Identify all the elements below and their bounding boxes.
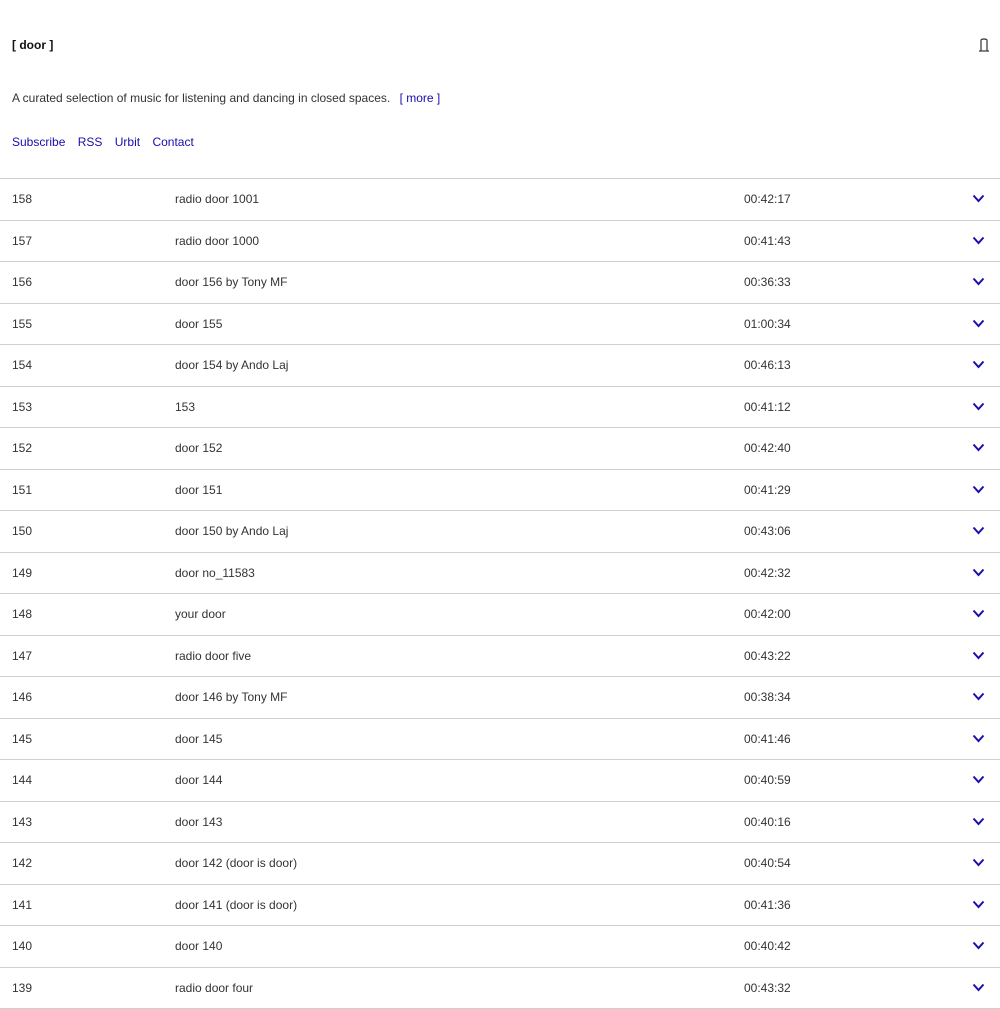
chevron-down-icon[interactable] [972,277,985,286]
episode-list [0,178,1000,1009]
chevron-down-icon[interactable] [972,692,985,701]
episode-number: 142 [12,856,32,870]
episode-title: door 152 [175,441,222,455]
episode-title: door 146 by Tony MF [175,690,288,704]
chevron-down-icon[interactable] [972,651,985,660]
episode-number: 140 [12,939,32,953]
episode-duration: 00:42:32 [744,566,791,580]
chevron-down-icon[interactable] [972,609,985,618]
episode-title: door 155 [175,317,222,331]
episode-row[interactable] [0,594,1000,636]
more-link[interactable]: [ more ] [400,91,441,105]
episode-row[interactable] [0,179,1000,221]
episode-row[interactable] [0,636,1000,678]
chevron-down-icon[interactable] [972,568,985,577]
chevron-down-icon[interactable] [972,319,985,328]
nav-subscribe[interactable]: Subscribe [12,135,65,149]
episode-number: 150 [12,524,32,538]
episode-row[interactable] [0,802,1000,844]
chevron-down-icon[interactable] [972,858,985,867]
episode-number: 145 [12,732,32,746]
episode-title: door 144 [175,773,222,787]
episode-number: 148 [12,607,32,621]
episode-number: 157 [12,234,32,248]
episode-duration: 01:00:34 [744,317,791,331]
chevron-down-icon[interactable] [972,775,985,784]
episode-row[interactable] [0,760,1000,802]
chevron-down-icon[interactable] [972,526,985,535]
episode-number: 143 [12,815,32,829]
episode-row[interactable] [0,843,1000,885]
episode-number: 158 [12,192,32,206]
episode-row[interactable] [0,968,1000,1009]
episode-number: 146 [12,690,32,704]
chevron-down-icon[interactable] [972,485,985,494]
episode-duration: 00:40:54 [744,856,791,870]
episode-row[interactable] [0,304,1000,346]
chevron-down-icon[interactable] [972,236,985,245]
chevron-down-icon[interactable] [972,983,985,992]
episode-duration: 00:43:32 [744,981,791,995]
episode-duration: 00:41:43 [744,234,791,248]
nav-contact[interactable]: Contact [152,135,193,149]
episode-duration: 00:41:12 [744,400,791,414]
episode-number: 155 [12,317,32,331]
site-tagline [12,91,440,105]
episode-duration: 00:41:46 [744,732,791,746]
chevron-down-icon[interactable] [972,360,985,369]
episode-number: 149 [12,566,32,580]
nav-links [12,135,203,149]
episode-duration: 00:41:36 [744,898,791,912]
episode-duration: 00:40:42 [744,939,791,953]
episode-duration: 00:40:16 [744,815,791,829]
episode-row[interactable] [0,511,1000,553]
episode-title: radio door five [175,649,251,663]
episode-title: door 156 by Tony MF [175,275,288,289]
episode-duration: 00:42:40 [744,441,791,455]
episode-row[interactable] [0,926,1000,968]
chevron-down-icon[interactable] [972,941,985,950]
chevron-down-icon[interactable] [972,402,985,411]
episode-title: door 140 [175,939,222,953]
episode-number: 151 [12,483,32,497]
episode-title: door 142 (door is door) [175,856,297,870]
episode-title: your door [175,607,226,621]
episode-duration: 00:38:34 [744,690,791,704]
chevron-down-icon[interactable] [972,443,985,452]
episode-number: 154 [12,358,32,372]
chevron-down-icon[interactable] [972,194,985,203]
episode-row[interactable] [0,470,1000,512]
episode-row[interactable] [0,553,1000,595]
chevron-down-icon[interactable] [972,900,985,909]
episode-number: 153 [12,400,32,414]
episode-title: radio door 1000 [175,234,259,248]
episode-row[interactable] [0,885,1000,927]
episode-row[interactable] [0,221,1000,263]
episode-row[interactable] [0,262,1000,304]
episode-row[interactable] [0,428,1000,470]
chevron-down-icon[interactable] [972,734,985,743]
episode-row[interactable] [0,677,1000,719]
episode-title: 153 [175,400,195,414]
episode-duration: 00:46:13 [744,358,791,372]
site-title: [ door ] [12,38,53,52]
episode-duration: 00:42:00 [744,607,791,621]
episode-title: door 151 [175,483,222,497]
episode-number: 139 [12,981,32,995]
episode-number: 144 [12,773,32,787]
site-header [0,0,1000,178]
episode-duration: 00:40:59 [744,773,791,787]
episode-title: radio door 1001 [175,192,259,206]
episode-number: 152 [12,441,32,455]
episode-title: door 154 by Ando Laj [175,358,288,372]
tagline-text: A curated selection of music for listening and dancing in closed spaces. [12,91,390,105]
episode-title: door 143 [175,815,222,829]
episode-number: 156 [12,275,32,289]
episode-duration: 00:42:17 [744,192,791,206]
episode-number: 147 [12,649,32,663]
nav-rss[interactable]: RSS [78,135,103,149]
episode-number: 141 [12,898,32,912]
episode-duration: 00:41:29 [744,483,791,497]
episode-row[interactable] [0,719,1000,761]
chevron-down-icon[interactable] [972,817,985,826]
nav-urbit[interactable]: Urbit [115,135,140,149]
episode-duration: 00:36:33 [744,275,791,289]
episode-row[interactable] [0,345,1000,387]
episode-row[interactable] [0,387,1000,429]
episode-title: door 145 [175,732,222,746]
episode-title: door 141 (door is door) [175,898,297,912]
episode-duration: 00:43:22 [744,649,791,663]
episode-duration: 00:43:06 [744,524,791,538]
episode-title: radio door four [175,981,253,995]
episode-title: door no_11583 [175,566,255,580]
door-icon[interactable] [978,38,990,52]
episode-title: door 150 by Ando Laj [175,524,288,538]
